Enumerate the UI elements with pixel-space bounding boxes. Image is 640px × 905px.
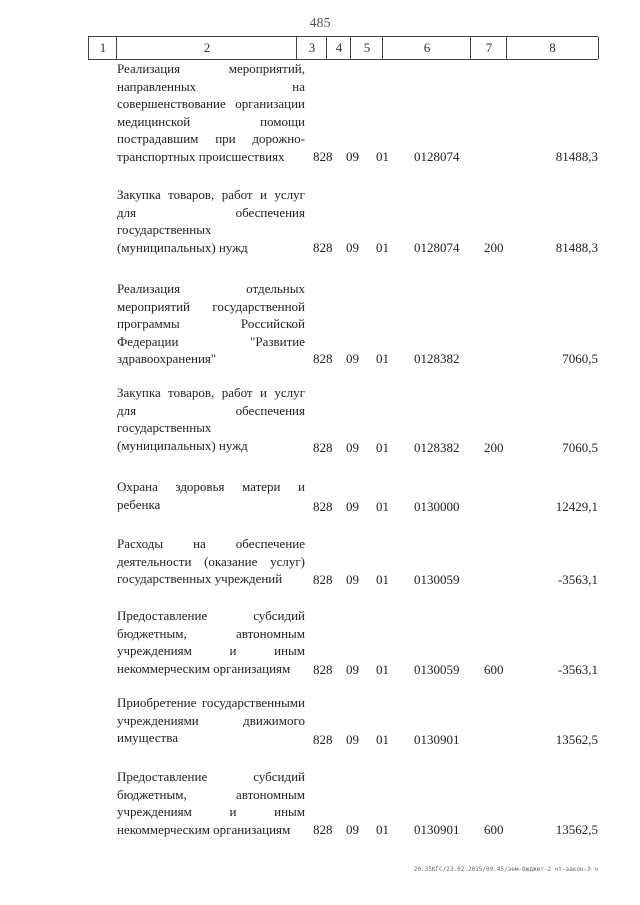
footer-file-stamp: 20.35КГС/23.02.2015/09.45/зем-бюджет-2 чт-закон-3 ч [413,866,598,873]
ministry-code: 828 [313,822,333,837]
target-code: 0130059 [414,572,460,587]
amount: -3563,1 [557,572,598,587]
target-code: 0128074 [414,149,460,164]
column-header-8: 8 [506,37,599,59]
amount: 12429,1 [555,499,598,514]
section-code: 09 [346,822,359,837]
section-code: 09 [346,499,359,514]
row-name: Расходы на обеспечение деятельности (оказание услуг) государственных учреждений [117,536,305,587]
subsection-code: 01 [376,499,389,514]
expense-type-code: 600 [484,822,504,837]
amount: 13562,5 [555,822,598,837]
target-code: 0130059 [414,662,460,677]
expense-type-code: 600 [484,662,504,677]
subsection-code: 01 [376,149,389,164]
section-code: 09 [346,149,359,164]
subsection-code: 01 [376,732,389,747]
section-code: 09 [346,440,359,455]
column-header-1: 1 [88,37,117,59]
target-code: 0130901 [414,822,460,837]
row-name: Предоставление субсидий бюджетным, автономным учреждениям и иным некоммерческим организациям [117,608,305,676]
ministry-code: 828 [313,240,333,255]
amount: 81488,3 [555,149,598,164]
column-header-6: 6 [382,37,471,59]
subsection-code: 01 [376,440,389,455]
expense-type-code: 200 [484,240,504,255]
row-name: Закупка товаров, работ и услуг для обеспечения государственных (муниципальных) нужд [117,187,305,255]
subsection-code: 01 [376,240,389,255]
row-name: Приобретение государственными учреждениями движимого имущества [117,695,305,746]
target-code: 0128382 [414,440,460,455]
subsection-code: 01 [376,351,389,366]
amount: 7060,5 [562,440,598,455]
row-name: Реализация отдельных мероприятий государственной программы Российской Федерации "Развитие здравоохранения" [117,281,305,367]
ministry-code: 828 [313,440,333,455]
target-code: 0130901 [414,732,460,747]
amount: 81488,3 [555,240,598,255]
section-code: 09 [346,732,359,747]
ministry-code: 828 [313,732,333,747]
section-code: 09 [346,662,359,677]
ministry-code: 828 [313,499,333,514]
amount: 13562,5 [555,732,598,747]
ministry-code: 828 [313,662,333,677]
column-header-4: 4 [326,37,351,59]
section-code: 09 [346,572,359,587]
subsection-code: 01 [376,822,389,837]
column-header-3: 3 [296,37,327,59]
row-name: Охрана здоровья матери и ребенка [117,479,305,512]
ministry-code: 828 [313,149,333,164]
subsection-code: 01 [376,572,389,587]
row-name: Закупка товаров, работ и услуг для обеспечения государственных (муниципальных) нужд [117,385,305,453]
row-name: Предоставление субсидий бюджетным, автономным учреждениям и иным некоммерческим организациям [117,769,305,837]
section-code: 09 [346,351,359,366]
column-header-7: 7 [470,37,507,59]
amount: -3563,1 [557,662,598,677]
subsection-code: 01 [376,662,389,677]
table-header [88,36,598,60]
ministry-code: 828 [313,572,333,587]
row-name: Реализация мероприятий, направленных на совершенствование организации медицинской помощи пострадавшим при дорожно-транспортных происшествиях [117,61,305,164]
expense-type-code: 200 [484,440,504,455]
ministry-code: 828 [313,351,333,366]
page-number: 485 [309,16,331,31]
column-header-2: 2 [116,37,297,59]
target-code: 0130000 [414,499,460,514]
target-code: 0128074 [414,240,460,255]
target-code: 0128382 [414,351,460,366]
column-header-5: 5 [350,37,383,59]
amount: 7060,5 [562,351,598,366]
section-code: 09 [346,240,359,255]
